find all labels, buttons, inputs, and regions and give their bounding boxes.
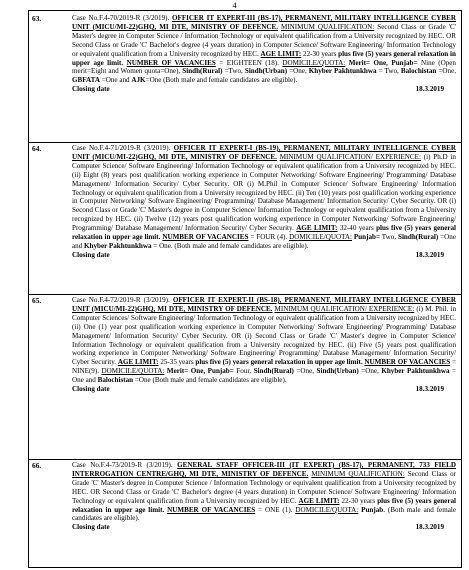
domicile-part: Punjab=	[353, 233, 381, 242]
qualification-label: MINIMUM QUALIFICATION:	[281, 22, 375, 31]
closing-date-label: Closing date	[72, 523, 110, 532]
closing-date: 18.3.2019	[415, 250, 444, 259]
age-relaxation: plus five (5) years general relaxation in upper age limit.	[72, 224, 457, 242]
qualification-text: Second Class or Grade 'C' Master's degree in Computer Science / Information Technology or equivalent qualification from a University recognized by HEC. OR Second Class or Grade 'C' Bachelor's degree (4 years duration) in Computer Science/ Software Engineering/ Information Technology or equivalent qualification from a University recognized by HEC.	[72, 469, 456, 505]
age-limit-label: AGE LIMIT:	[260, 49, 302, 58]
case-number: Case No.F.4-71/2019-R (3/2019).	[72, 144, 171, 152]
entry-divider	[28, 294, 461, 295]
domicile-part: Sindh(Rural)	[398, 233, 439, 242]
domicile-part: = One. (Both male and female candidates are eligible).	[151, 241, 309, 250]
domicile-part: AJK	[131, 76, 146, 85]
advertisement-entry	[32, 144, 460, 260]
advertisement-entry	[32, 296, 460, 394]
vacancies-label: NUMBER OF VACANCIES	[364, 358, 451, 367]
domicile-part: Punjab	[361, 505, 384, 514]
page-number: 4	[232, 1, 237, 10]
domicile-part: =Two,	[222, 67, 245, 76]
closing-date: 18.3.2019	[415, 523, 444, 532]
domicile-part: Khyber Pakhtunkhwa	[308, 67, 377, 76]
post-title: OFFICER IT EXPERT-III (BS-17), PERMANENT, MILITARY INTELLIGENCE CYBER UNIT (MICU/MI-22)GHQ, MI DTE, MINISTRY OF DEFENCE.	[72, 14, 456, 31]
qualification-text: Second Class or Grade 'C' Master's degree in Computer Science / Information Technology or equivalent qualification from a University recognized by HEC. OR Second Class or Grade 'C' Bachelor's degree (4 years duration) in Computer Science/ Software Engineering/ Information Technology or equivalent qualification from a University recognized by HEC.	[72, 22, 456, 58]
domicile-part: =One,	[358, 367, 382, 376]
qualification-text: (i) Ph.D in Computer Science/ Software Engineering/ Information Technology or equivalent qualification from a University recognized by HEC. (ii) Eight (8) years post qualification working experience in Computer Networking/ Software Engineering/ Programming/ Database Management/ Information Security/ Cyber Security. OR (i) M.Phil in Computer Science/ Software Engineering/ Information Technology or equivalent qualification from a University recognized by HEC. (ii) Ten (10) years post qualification working experience in Computer Networking/ Software Engineering/ Programming/ Database Management/ Information Security/ Cyber Security. OR (i) Second Class or Grade 'C' Master's degree in Computer Science/ Information Technology or equivalent qualification from a University recognized by HEC. (ii) Twelve (12) years post qualification working experience in Computer Networking/ Software Engineering/ Programming/ Database Management/ Information Security/ Cyber Security.	[72, 152, 456, 233]
closing-date-label: Closing date	[72, 385, 110, 394]
qualification-label: MINIMUM QUALIFICATION:	[311, 469, 405, 478]
domicile-part: = One and	[72, 367, 457, 385]
closing-date: 18.3.2019	[415, 385, 444, 394]
domicile-part: =One,	[287, 67, 309, 76]
entry-body	[72, 296, 456, 385]
closing-row	[72, 251, 444, 260]
domicile-part: Sindh(Urban)	[316, 367, 359, 376]
domicile-part: =One and	[72, 233, 456, 250]
entry-number: 65.	[32, 296, 42, 305]
entry-number: 63.	[32, 14, 42, 23]
domicile-part: . (Both male and female candidates are eligible).	[72, 505, 456, 523]
post-title: OFFICER IT EXPERT-II (BS-18), PERMANENT, MILITARY INTELLIGENCE CYBER UNIT (MICU/MI-22)GHQ, MI DTE, MINISTRY OF DEFENCE.	[72, 296, 457, 313]
domicile-part: Two,	[380, 233, 399, 242]
domicile-part: Sindh(Rural)	[253, 367, 294, 376]
age-limit-text: 22-30 years	[303, 49, 337, 58]
domicile-part: (Both male and female candidates are eligible).	[161, 76, 298, 85]
case-number: Case No.F.4-72/2019-R (3/2019).	[72, 296, 170, 304]
domicile-label: DOMICILE/QUOTA:	[282, 58, 346, 67]
domicile-part: Merit= One, Punjab=	[348, 58, 418, 67]
entry-number: 66.	[32, 461, 42, 470]
age-limit-text: 25-35 years	[160, 358, 194, 367]
post-title: GENERAL STAFF OFFICER-III (IT EXPERT) (BS-17), PERMANENT, 733 FIELD INTERROGATION CENTRE/GHQ, MI DTE, MINISTRY OF DEFENCE.	[72, 461, 456, 478]
domicile-part: =One and	[99, 76, 132, 85]
qualification-label: MINIMUM QUALIFICATION/ EXPERIENCE:	[274, 304, 415, 313]
domicile-part: Balochistan	[400, 67, 437, 76]
domicile-part: =One (Both male and female candidates are eligible).	[133, 376, 287, 385]
vacancies-label: NUMBER OF VACANCIES	[126, 58, 216, 67]
age-limit-text: 22-30 years	[341, 496, 376, 505]
entry-number: 64.	[32, 144, 42, 153]
closing-date: 18.3.2019	[415, 85, 444, 94]
domicile-label: DOMICILE/QUOTA:	[101, 367, 165, 376]
age-limit-label: AGE LIMIT:	[117, 358, 159, 367]
domicile-part: Nine (Open merit=Eight and Women quota=One),	[72, 58, 456, 76]
entry-body	[72, 144, 456, 251]
vacancies-text: = EIGHTEEN (18).	[219, 58, 279, 67]
qualification-text: (i) M. Phil. in Computer Sciences/ Software Engineering/ Information Technology or equivalent qualification from a University recognized by HEC. (ii) One (1) year post qualification working experience in Computer Networking/ Software Engineering/ Programming/ Database Management/ Information Security/ Cyber Security. OR (i) Second Class or Grade 'C' Master's degree in Computer Science/ Information Technology or equivalent qualification from a University recognized by HEC. (ii) Five (5) years post qualification working experience in Computer Networking/ Software Engineering/ Programming/ Database Management/ Information Security/ Cyber Security.	[72, 304, 457, 367]
entry-body	[72, 461, 456, 523]
domicile-part: Sindh(Urban)	[244, 67, 288, 76]
age-limit-text: 32-40 years	[339, 224, 374, 233]
age-relaxation: plus five (5) years general relaxation in upper age limit.	[195, 358, 363, 367]
closing-row	[72, 85, 444, 94]
domicile-part: =One,	[436, 67, 457, 76]
vacancies-label: NUMBER OF VACANCIES	[167, 505, 256, 514]
post-title: OFFICER IT EXPERT-I (BS-19), PERMANENT, MILITARY INTELLIGENCE CYBER UNIT (MICU/MI-22)GHQ, MI DTE, MINISTRY OF DEFENCE.	[72, 144, 456, 161]
domicile-part: GBFATA	[72, 76, 100, 85]
age-limit-label: AGE LIMIT:	[298, 496, 340, 505]
age-relaxation: plus five (5) years general relaxation in upper age limit.	[72, 496, 456, 514]
age-limit-label: AGE LIMIT:	[296, 224, 338, 233]
qualification-label: MINIMUM QUALIFICATION/ EXPERIENCE:	[279, 152, 421, 161]
entry-body	[72, 14, 456, 85]
vacancies-text: = FOUR (4).	[250, 233, 288, 242]
domicile-part: = Two,	[376, 67, 401, 76]
advertisement-entry	[32, 461, 460, 532]
closing-row	[72, 523, 444, 532]
vacancies-text: = NINE(9).	[72, 358, 456, 376]
closing-date-label: Closing date	[72, 250, 110, 259]
entry-divider	[28, 142, 461, 143]
domicile-part: =One	[145, 76, 162, 85]
domicile-part: =One,	[293, 367, 317, 376]
case-number: Case No.F.4-73/2019-R (3/2019).	[72, 461, 173, 469]
domicile-part: Khyber Pakhtunkhwa	[84, 241, 152, 250]
closing-date-label: Closing date	[72, 85, 110, 94]
domicile-part: Merit= One, Punjab=	[166, 367, 234, 376]
closing-row	[72, 385, 444, 394]
domicile-part: Four,	[233, 367, 254, 376]
vacancies-label: NUMBER OF VACANCIES	[162, 233, 249, 242]
age-relaxation: plus five (5) years general relaxation in upper age limit.	[72, 49, 456, 67]
domicile-label: DOMICILE/QUOTA:	[289, 233, 352, 242]
entry-divider	[28, 459, 461, 460]
domicile-part: Sindh(Rural)	[182, 67, 223, 76]
case-number: Case No.F.4-70/2019-R (3/2019).	[72, 14, 170, 22]
domicile-part: Khyber Pakhtunkhwa	[381, 367, 450, 376]
domicile-label: DOMICILE/QUOTA:	[295, 505, 359, 514]
vacancies-text: = ONE (1).	[258, 505, 293, 514]
domicile-part: Balochistan	[97, 376, 134, 385]
advertisement-entry	[32, 14, 460, 94]
